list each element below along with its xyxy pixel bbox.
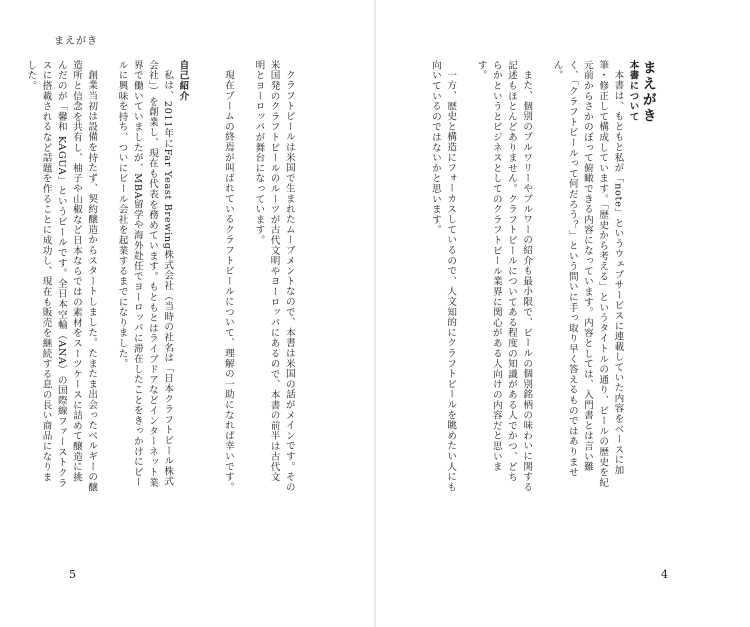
left-page-text	[8, 60, 312, 492]
paragraph: 現在ブームの終焉が叫ばれているクラフトビールについて、理解の一助になれば幸いです。	[222, 69, 234, 492]
section-heading: 自己紹介	[177, 60, 189, 102]
paragraph: 私は、2011年にFar Yeast Brewing株式会社（当時の社名は「日本クラフトビール株式会社」）を創業し、現在も代表を務めています。もともとはライブドアなどインターネット業界で働いていましたが、MBA留学や海外赴任でヨーロッパに滞在したことをきっかけにビールに興味を持ち、ついにビール会社を起業するまでになりました。	[116, 60, 174, 488]
paragraph: また、個別のブルワリーやブルワーの紹介も最小限で、ビールの個別銘柄の味わいに関する記述もほとんどありません。クラフトビールについてある程度の知識がある人でかつ、どちらかというとビジネスとしてのクラフトビール業界に関心がある人向けの内容だと思います。	[475, 60, 533, 492]
paragraph: 一方、歴史と構造にフォーカスしているので、人文知的にクラフトビールを眺めたい人にも向いているのではないかと思います。	[429, 60, 457, 492]
page-number: 4	[661, 568, 668, 581]
paragraph: 創業当初は設備を持たず、契約醸造からスタートしました。たまたま出会ったベルギーの醸造所と信念を共有し、柚子や山椒など日本ならではの素材をスーツケースに詰めて醸造に挑んだのが「馨和 KAGUA」というビールです。全日本空輸（ANA）の国際線ファーストクラスに搭載されるなど話題を作ることに成功し、現在も販売を継続する息の長い商品になりました。	[25, 60, 98, 492]
page-number: 5	[69, 568, 76, 581]
paragraph: クラフトビールは米国で生まれたムーブメントなので、本書は米国の話がメインです。その米国発のクラフトビールのルーツが古代文明やヨーロッパにあるので、本書の前半は古代文明とヨーロッパが舞台になっています。	[253, 60, 295, 492]
paragraph: 本書は、もともと私が「note」というウェブサービスに連載していた内容をベースに加筆・修正して構成しています。「歴史から考える」というタイトルの通り、ビールの歴史を紀元前からさかのぼって俯瞰できる内容になっています。内容としては、入門書とは言い難く、「クラフトビールって何だろう？」という問いに手っ取り早く答えるものではありません。	[551, 60, 624, 488]
chapter-title: まえがき	[640, 60, 657, 124]
right-page-text	[413, 60, 672, 492]
right-page	[375, 0, 750, 627]
running-head: まえがき	[54, 36, 98, 47]
section-heading: 本書について	[627, 60, 639, 122]
